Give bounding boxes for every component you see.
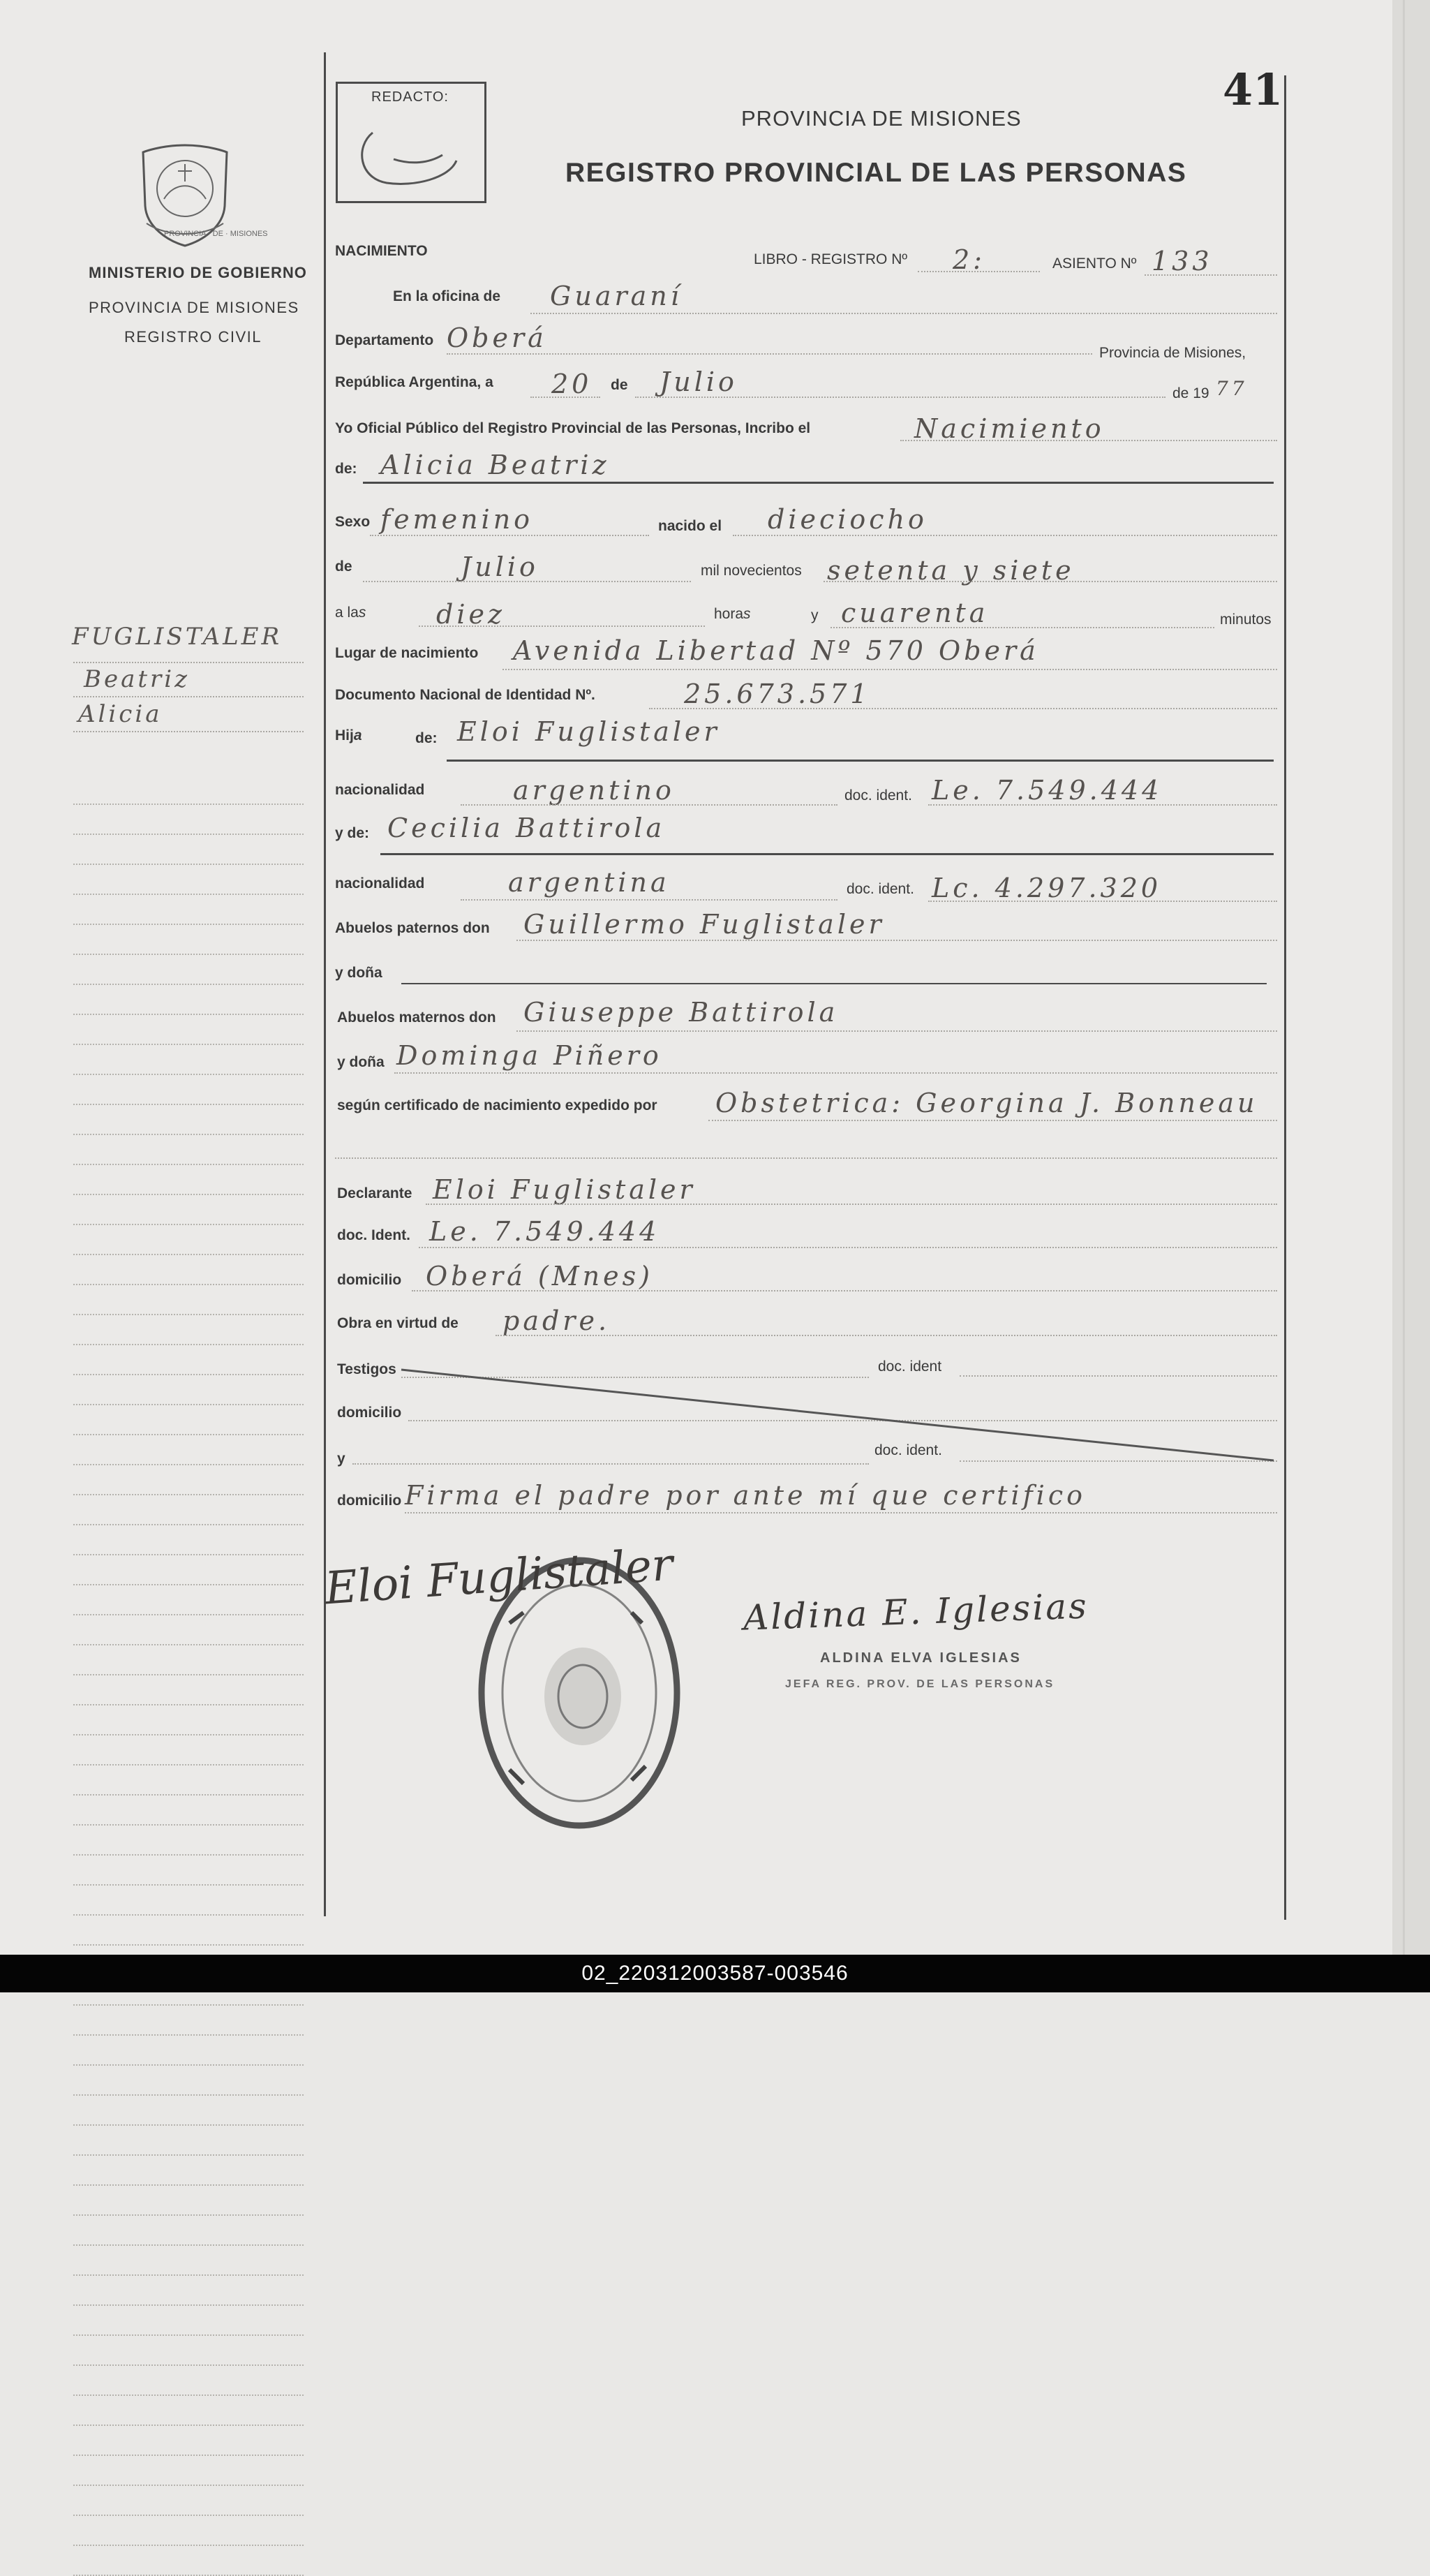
redacto-label: REDACTO: xyxy=(371,89,449,105)
declarante-label: Declarante xyxy=(337,1185,412,1201)
libro-value: 2: xyxy=(953,244,985,275)
father-nac-dotted-line xyxy=(461,804,837,806)
declarante-doc-value: Le. 7.549.444 xyxy=(429,1216,660,1247)
oficina-label: En la oficina de xyxy=(393,288,501,304)
milnov-value: setenta y siete xyxy=(827,555,1075,586)
ydona2-label: y doña xyxy=(337,1054,385,1070)
month2-value: Julio xyxy=(461,552,539,582)
year-label: de 19 xyxy=(1172,385,1209,401)
registry-title: REGISTRO PROVINCIAL DE LAS PERSONAS xyxy=(565,158,1187,188)
margin-note-surname: FUGLISTALER xyxy=(72,623,283,651)
alas-label xyxy=(335,605,366,621)
seal-text: PROVINCIA · DE · MISIONES xyxy=(164,230,268,238)
y2-label: y xyxy=(337,1451,345,1467)
alas-suffix: s xyxy=(358,605,366,621)
margin-dotted-line xyxy=(73,696,304,697)
asiento-dotted-line xyxy=(1145,274,1277,276)
lugar-label: Lugar de nacimiento xyxy=(335,645,479,661)
left-province-label: PROVINCIA DE MISIONES xyxy=(89,299,299,316)
declarante-value: Eloi Fuglistaler xyxy=(433,1174,696,1205)
month-value: Julio xyxy=(660,367,738,397)
left-border-line xyxy=(324,52,326,1916)
abuelos-pat-label: Abuelos paternos don xyxy=(335,920,490,936)
abuelo-pat-value: Guillermo Fuglistaler xyxy=(523,909,885,940)
certificado-value: Obstetrica: Georgina J. Bonneau xyxy=(715,1088,1258,1118)
certificado-dotted-line-2 xyxy=(335,1157,1277,1159)
provincial-seal-icon xyxy=(133,140,268,251)
de-label: de xyxy=(611,377,628,393)
mother-doc-value: Lc. 4.297.320 xyxy=(932,873,1162,903)
y-label: y xyxy=(811,607,819,623)
closing-value: Firma el padre por ante mí que certifico xyxy=(405,1480,1086,1511)
oficial-dotted-line xyxy=(900,440,1277,441)
ministry-label: MINISTERIO DE GOBIERNO xyxy=(89,264,307,281)
declarante-dotted-line xyxy=(426,1204,1277,1205)
hij-label xyxy=(335,727,362,744)
de2-label: de: xyxy=(335,461,357,477)
name-value: Alicia Beatriz xyxy=(380,450,610,480)
obra-label: Obra en virtud de xyxy=(337,1315,459,1331)
obra-dotted-line xyxy=(496,1335,1277,1336)
officer-signature: Aldina E. Iglesias xyxy=(743,1585,1089,1638)
father-value: Eloi Fuglistaler xyxy=(457,716,720,747)
hij-suffix: a xyxy=(353,727,362,743)
strike-through-line xyxy=(401,1370,1281,1467)
margin-dotted-line xyxy=(73,662,304,663)
domicilio3-label: domicilio xyxy=(337,1493,402,1509)
docident3-label: doc. Ident. xyxy=(337,1227,410,1243)
domicilio-dotted-line xyxy=(412,1290,1277,1291)
minutos-label: minutos xyxy=(1220,612,1272,628)
provincia-label: Provincia de Misiones, xyxy=(1099,345,1246,361)
month-dotted-line xyxy=(635,397,1165,398)
nacimiento-label: NACIMIENTO xyxy=(335,243,428,259)
domicilio-label: domicilio xyxy=(337,1272,402,1288)
lugar-value: Avenida Libertad Nº 570 Oberá xyxy=(513,635,1039,666)
page-edge xyxy=(1392,0,1430,1955)
abuelo-pat-dotted-line xyxy=(516,940,1277,941)
yde-label: y de: xyxy=(335,825,370,841)
officer-typed-title: JEFA REG. PROV. DE LAS PERSONAS xyxy=(785,1678,1055,1690)
mother-underline xyxy=(380,853,1274,855)
departamento-label: Departamento xyxy=(335,332,434,348)
margin-note-first-name: Beatriz xyxy=(84,665,191,693)
closing-dotted-line xyxy=(405,1512,1277,1513)
day-dotted-line xyxy=(530,397,600,398)
right-border-line xyxy=(1284,75,1286,1920)
doc-ident-label: doc. ident xyxy=(878,1359,942,1375)
docident-label: doc. ident. xyxy=(844,787,912,804)
milnov-dotted-line xyxy=(824,581,1277,582)
abuelo-mat-dotted-line xyxy=(516,1030,1277,1032)
nac2-label: nacionalidad xyxy=(335,875,425,891)
republica-label: República Argentina, a xyxy=(335,374,493,390)
milnov-label: mil novecientos xyxy=(701,563,802,579)
libro-label: LIBRO - REGISTRO Nº xyxy=(754,251,908,267)
father-underline xyxy=(447,760,1274,762)
dni-value: 25.673.571 xyxy=(684,679,871,709)
horas-dotted-line xyxy=(419,626,705,627)
nacido-value: dieciocho xyxy=(768,504,928,535)
margin-note-middle-name: Alicia xyxy=(78,700,163,728)
declarante-doc-dotted-line xyxy=(419,1247,1277,1248)
registro-civil-label: REGISTRO CIVIL xyxy=(124,328,262,346)
horas-text: hora xyxy=(714,606,744,622)
horas-value: diez xyxy=(436,599,505,630)
alas-text: a la xyxy=(335,605,359,621)
father-doc-dotted-line xyxy=(928,804,1277,806)
image-id-footer: 02_220312003587-003546 xyxy=(0,1955,1430,1992)
year-value: 77 xyxy=(1216,377,1248,400)
oficina-value: Guaraní xyxy=(550,281,683,311)
father-nac-value: argentino xyxy=(513,775,675,806)
abuela-pat-line xyxy=(401,983,1267,984)
asiento-label: ASIENTO Nº xyxy=(1052,256,1137,272)
hij-text: Hij xyxy=(335,727,354,743)
minutos-value: cuarenta xyxy=(841,598,989,628)
margin-dotted-lines xyxy=(73,775,304,2576)
sexo-label: Sexo xyxy=(335,514,371,530)
libro-dotted-line xyxy=(918,271,1040,272)
lugar-dotted-line xyxy=(502,669,1277,670)
oficial-label: Yo Oficial Público del Registro Provincial de las Personas, Incribo el xyxy=(335,420,811,436)
departamento-dotted-line xyxy=(447,353,1092,355)
month2-dotted-line xyxy=(363,581,691,582)
page-number: 41 xyxy=(1223,64,1283,115)
nacido-label: nacido el xyxy=(658,518,722,534)
mother-doc-dotted-line xyxy=(928,901,1277,902)
margin-dotted-line xyxy=(73,731,304,732)
certificado-dotted-line xyxy=(708,1120,1277,1121)
sexo-value: femenino xyxy=(380,504,534,535)
departamento-value: Oberá xyxy=(447,323,547,353)
day-value: 20 xyxy=(551,369,593,399)
domicilio2-label: domicilio xyxy=(337,1405,402,1421)
province-heading: PROVINCIA DE MISIONES xyxy=(741,106,1022,131)
certificado-label: según certificado de nacimiento expedido por xyxy=(337,1097,657,1113)
ydona-label: y doña xyxy=(335,965,382,981)
mother-value: Cecilia Battirola xyxy=(387,813,666,843)
asiento-value: 133 xyxy=(1152,246,1213,276)
name-underline xyxy=(363,482,1274,484)
oficina-dotted-line xyxy=(530,313,1277,314)
abuelos-mat-label: Abuelos maternos don xyxy=(337,1009,496,1026)
abuela-mat-dotted-line xyxy=(394,1072,1277,1074)
redacto-box xyxy=(336,82,486,203)
mother-nac-dotted-line xyxy=(461,899,837,901)
de4-label: de: xyxy=(415,730,438,746)
docident2-label: doc. ident. xyxy=(847,881,914,897)
dni-dotted-line xyxy=(649,708,1277,709)
horas-suffix: s xyxy=(743,606,751,622)
domicilio-value: Oberá (Mnes) xyxy=(426,1261,653,1291)
doc-ident3-label: doc. ident. xyxy=(874,1442,942,1458)
declarant-signature: Eloi Fuglistaler xyxy=(323,1539,675,1615)
abuela-mat-value: Dominga Piñero xyxy=(396,1040,662,1071)
horas-label xyxy=(714,606,751,623)
sexo-dotted-line xyxy=(370,535,649,536)
officer-typed-name: ALDINA ELVA IGLESIAS xyxy=(820,1650,1022,1666)
redacto-initials xyxy=(345,105,477,195)
nacido-dotted-line xyxy=(733,535,1277,536)
de3-label: de xyxy=(335,558,352,575)
mother-nac-value: argentina xyxy=(508,867,670,898)
minutos-dotted-line xyxy=(831,627,1214,628)
page-edge-line xyxy=(1403,0,1405,1955)
abuelo-mat-value: Giuseppe Battirola xyxy=(523,997,839,1028)
testigos-label: Testigos xyxy=(337,1361,396,1377)
oficial-value: Nacimiento xyxy=(914,413,1105,444)
obra-value: padre. xyxy=(502,1305,611,1336)
father-doc-value: Le. 7.549.444 xyxy=(932,775,1163,806)
dni-label: Documento Nacional de Identidad Nº. xyxy=(335,687,595,703)
nac-label: nacionalidad xyxy=(335,782,425,798)
